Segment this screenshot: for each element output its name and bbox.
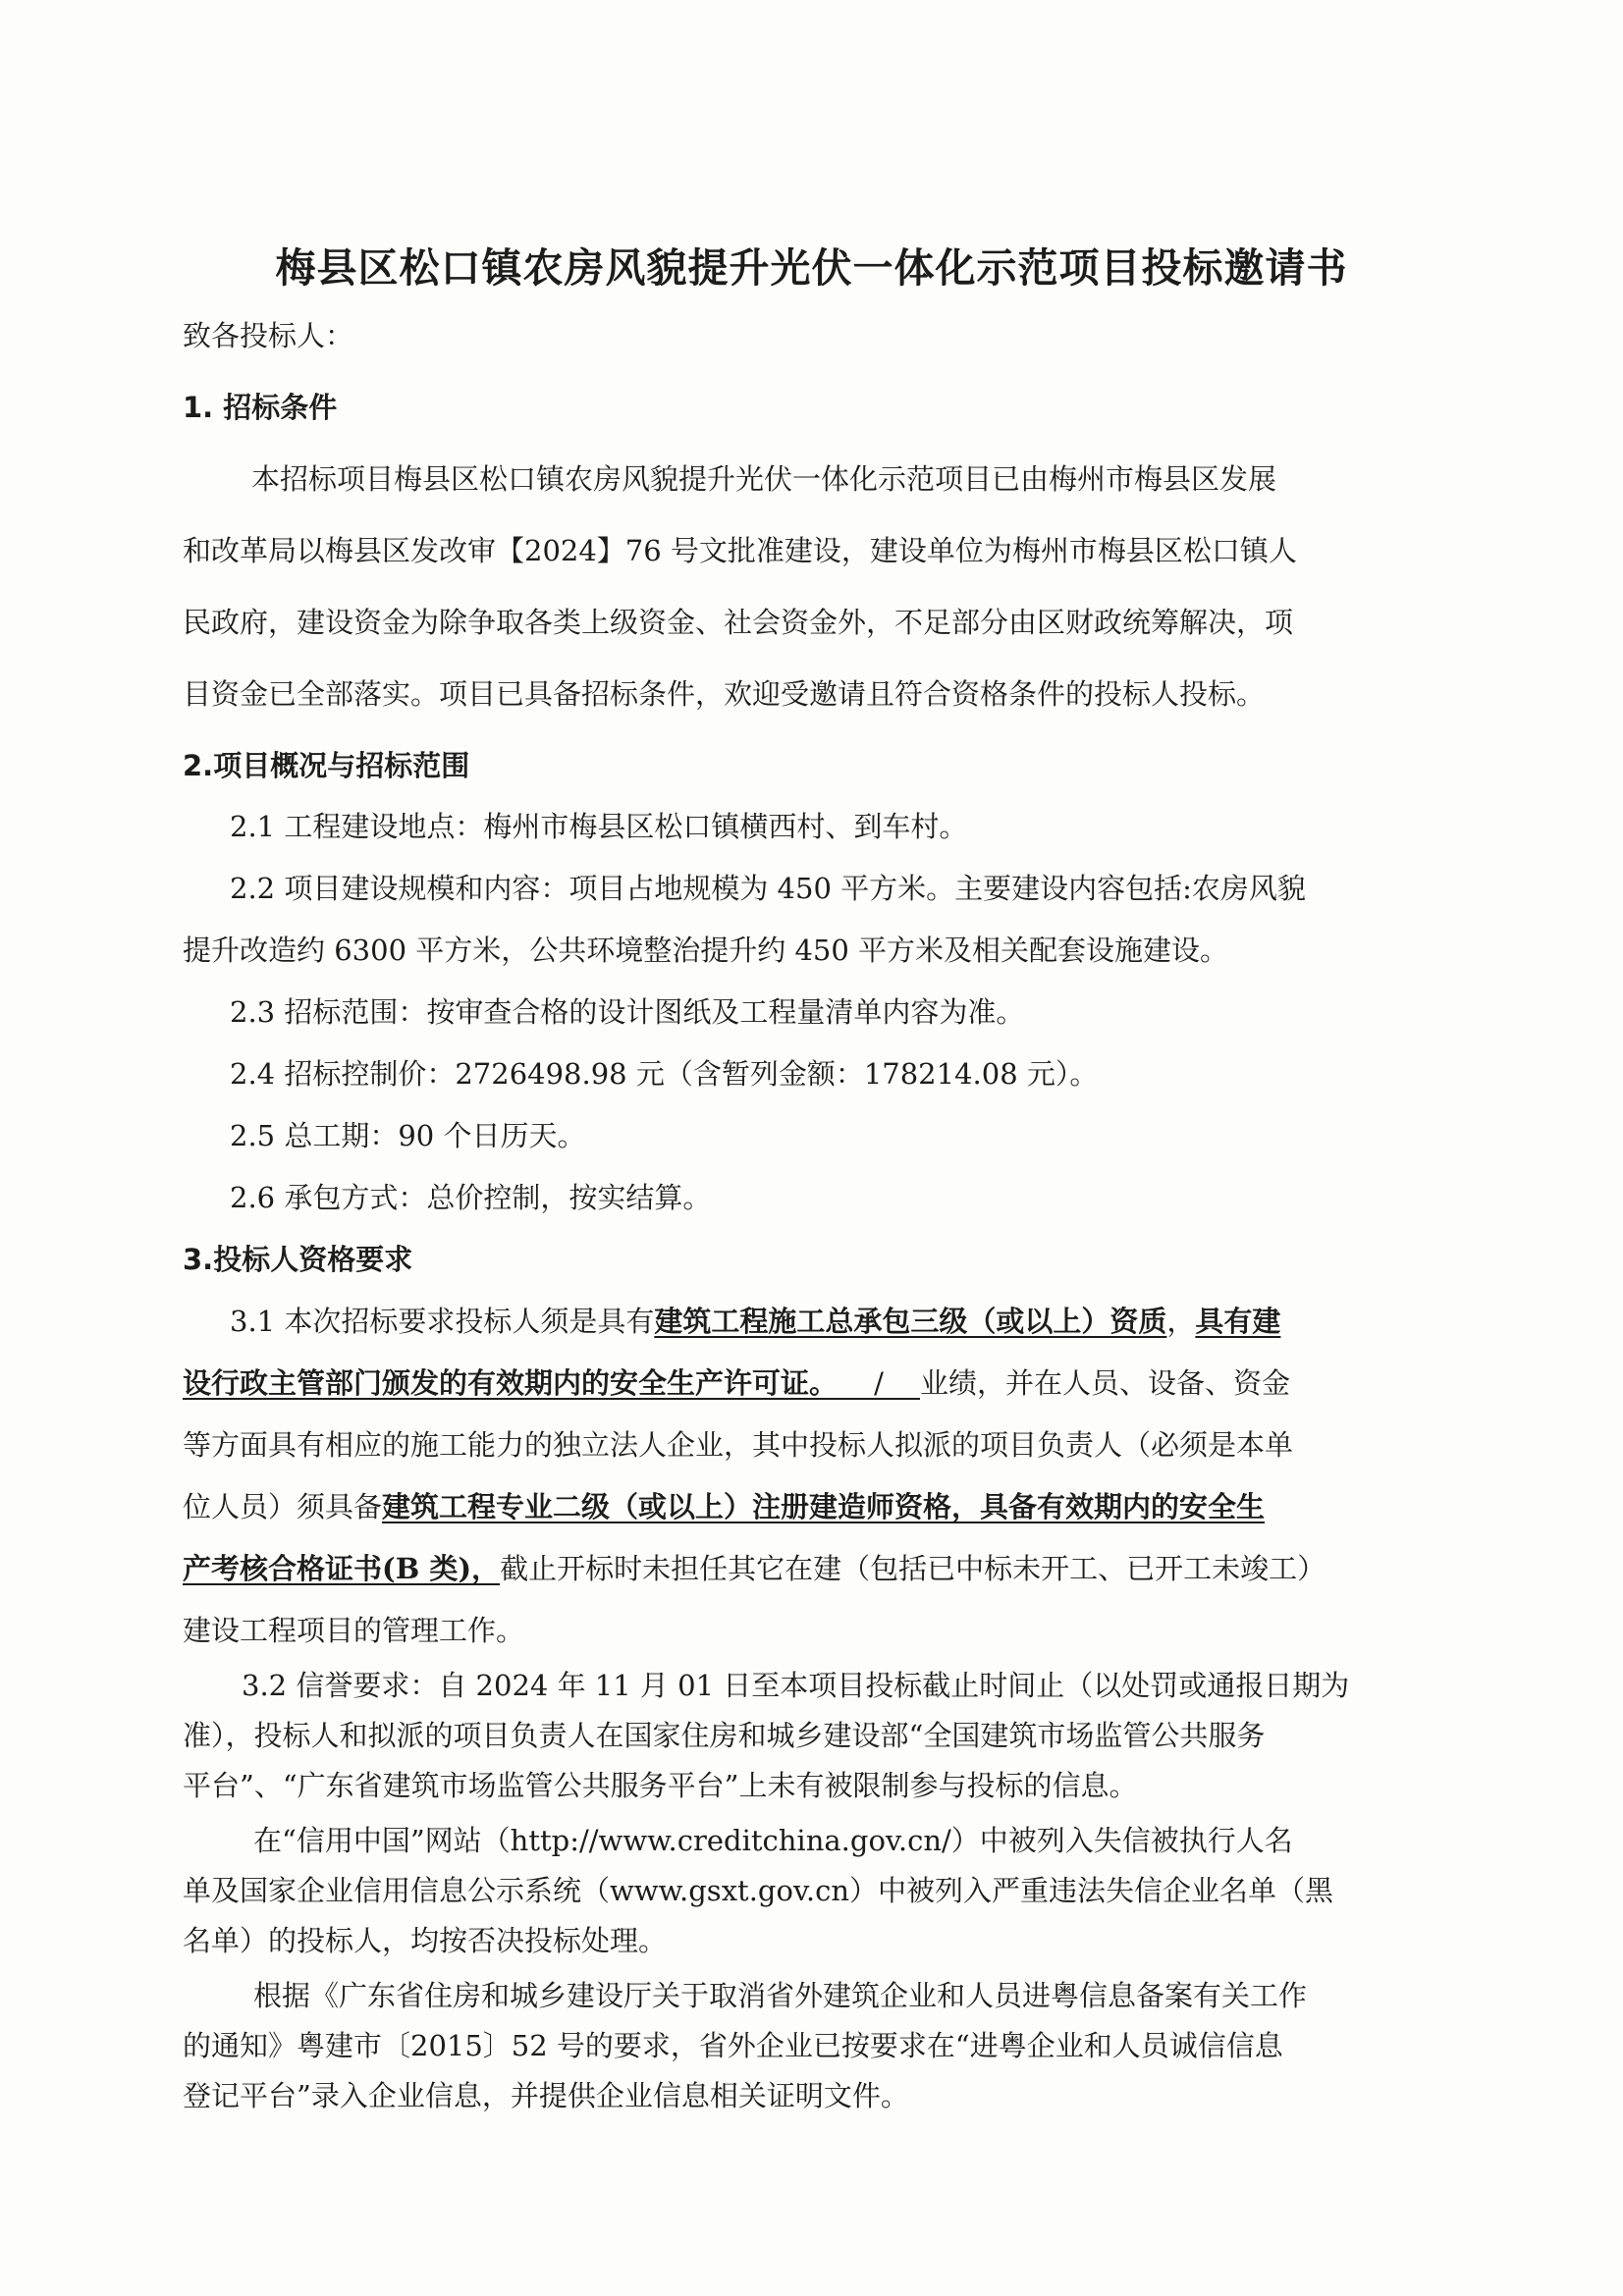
underlined-requirement: 建筑工程专业二级（或以上）注册建造师资格，具备有效期内的安全生 xyxy=(382,1490,1266,1523)
section-3-1-line: 建设工程项目的管理工作。 xyxy=(183,1614,525,1647)
section-3-4-line: 登记平台”录入企业信息，并提供企业信息相关证明文件。 xyxy=(183,2079,909,2112)
text-run: 截止开标时未担任其它在建（包括已中标未开工、已开工未竣工） xyxy=(500,1552,1326,1585)
section-2-line: 2.4 招标控制价：2726498.98 元（含暂列金额：178214.08 元）。 xyxy=(230,1057,1099,1091)
text-run: ， xyxy=(1166,1305,1196,1338)
section-3-heading: 3.投标人资格要求 xyxy=(183,1243,413,1276)
salutation: 致各投标人： xyxy=(183,319,354,352)
text-run: 业绩，并在人员、设备、资金 xyxy=(920,1366,1291,1400)
section-1-line: 和改革局以梅县区发改审【2024】76 号文批准建设，建设单位为梅州市梅县区松口镇人 xyxy=(183,534,1297,567)
section-3-3-line: 在“信用中国”网站（http://www.creditchina.gov.cn/）中被列入失信被执行人名 xyxy=(253,1824,1293,1857)
section-3-2-line: 3.2 信誉要求：自 2024 年 11 月 01 日至本项目投标截止时间止（以处罚或通报日期为 xyxy=(242,1669,1350,1702)
underlined-requirement: 建筑工程施工总承包三级（或以上）资质 xyxy=(654,1305,1167,1338)
section-3-1-line xyxy=(230,1302,1280,1341)
underlined-requirement: 具有建 xyxy=(1195,1305,1281,1338)
text-run: 位人员）须具备 xyxy=(183,1490,383,1523)
section-3-1-line xyxy=(183,1363,1290,1403)
section-3-2-line: 平台”、“广东省建筑市场监管公共服务平台”上未有被限制参与投标的信息。 xyxy=(183,1769,1138,1802)
section-2-line: 提升改造约 6300 平方米，公共环境整治提升约 450 平方米及相关配套设施建设。 xyxy=(183,934,1229,967)
section-2-line: 2.3 招标范围：按审查合格的设计图纸及工程量清单内容为准。 xyxy=(230,995,1025,1029)
section-3-1-line xyxy=(183,1549,1325,1588)
section-2-line: 2.5 总工期：90 个日历天。 xyxy=(230,1119,586,1152)
section-3-3-line: 单及国家企业信用信息公示系统（www.gsxt.gov.cn）中被列入严重违法失信企业名单（黑 xyxy=(183,1874,1334,1907)
section-3-3-line: 名单）的投标人，均按否决投标处理。 xyxy=(183,1924,668,1957)
section-3-4-line: 的通知》粤建市〔2015〕52 号的要求，省外企业已按要求在“进粤企业和人员诚信信息 xyxy=(183,2029,1283,2062)
text-run: 3.1 本次招标要求投标人须是具有 xyxy=(230,1305,655,1338)
section-3-2-line: 准），投标人和拟派的项目负责人在国家住房和城乡建设部“全国建筑市场监管公共服务 xyxy=(183,1719,1266,1752)
section-2-line: 2.1 工程建设地点：梅州市梅县区松口镇横西村、到车村。 xyxy=(230,810,968,843)
underlined-requirement: 设行政主管部门颁发的有效期内的安全生产许可证。 xyxy=(183,1366,839,1400)
section-3-1-line xyxy=(183,1487,1265,1526)
section-2-line: 2.6 承包方式：总价控制，按实结算。 xyxy=(230,1181,712,1214)
blank-field: / xyxy=(838,1368,920,1400)
section-1-line: 目资金已全部落实。项目已具备招标条件，欢迎受邀请且符合资格条件的投标人投标。 xyxy=(183,677,1266,711)
section-2-heading: 2.项目概况与招标范围 xyxy=(183,749,470,782)
section-2-line: 2.2 项目建设规模和内容：项目占地规模为 450 平方米。主要建设内容包括:农房风貌 xyxy=(230,872,1306,905)
section-1-heading: 1. 招标条件 xyxy=(183,391,338,424)
document-title: 梅县区松口镇农房风貌提升光伏一体化示范项目投标邀请书 xyxy=(275,244,1348,292)
section-3-4-line: 根据《广东省住房和城乡建设厅关于取消省外建筑企业和人员进粤信息备案有关工作 xyxy=(253,1979,1308,2012)
section-3-1-line: 等方面具有相应的施工能力的独立法人企业，其中投标人拟派的项目负责人（必须是本单 xyxy=(183,1428,1294,1462)
section-1-line: 本招标项目梅县区松口镇农房风貌提升光伏一体化示范项目已由梅州市梅县区发展 xyxy=(251,462,1277,496)
section-1-line: 民政府，建设资金为除争取各类上级资金、社会资金外，不足部分由区财政统筹解决，项 xyxy=(183,606,1294,639)
underlined-requirement: 产考核合格证书(B 类)， xyxy=(183,1552,501,1585)
